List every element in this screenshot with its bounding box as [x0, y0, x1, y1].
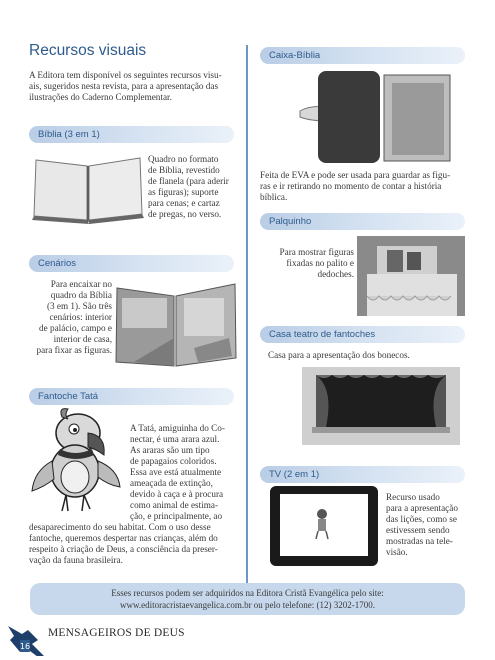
purchase-info-line: www.editoracristaevangelica.com.br ou pelo telefone: (12) 3202-1700. [119, 600, 376, 610]
text-line: respeito à criação de Deus, a consciência da preser- [29, 544, 218, 554]
text-line: dedoches. [317, 269, 354, 279]
text-line: bíblica. [260, 192, 288, 202]
casa-description [268, 350, 468, 361]
text-line: desaparecimento do seu habitat. Com o uso desse [29, 522, 211, 532]
text-line: de flanela (para aderir [148, 176, 229, 186]
text-line: visão. [386, 547, 408, 557]
text-line: As araras são um tipo [130, 445, 210, 455]
text-line: (3 em 1). São três [46, 301, 112, 311]
purchase-info-box [30, 583, 465, 615]
text-line: Casa para a apresentação dos bonecos. [268, 350, 410, 360]
section-header-fantoche: Fantoche Tatá [29, 388, 234, 405]
text-line: ras e ir retirando no momento de contar a história [260, 181, 442, 191]
text-line: como animal de estima- [130, 500, 219, 510]
bible-box-image [298, 67, 454, 167]
intro-line: A Editora tem disponível os seguintes recursos visu- [29, 70, 222, 80]
text-line: quadro da Bíblia [50, 290, 112, 300]
section-header-palquinho: Palquinho [260, 213, 465, 230]
text-line: Quadro no formato [148, 154, 219, 164]
text-line: Recurso usado [386, 492, 440, 502]
purchase-info-line: Esses recursos podem ser adquiridos na Editora Cristã Evangélica pelo site: [111, 588, 384, 598]
tv-description [386, 492, 474, 558]
caixa-description [260, 170, 470, 203]
text-line: Para encaixar no [50, 279, 112, 289]
text-line: as figuras); suporte [148, 187, 219, 197]
intro-text [29, 70, 239, 103]
text-line: de Bíblia, revestido [148, 165, 220, 175]
column-divider [246, 45, 248, 585]
section-header-cenarios: Cenários [29, 255, 234, 272]
text-line: de papagaios coloridos. [130, 456, 217, 466]
page-title: Recursos visuais [29, 42, 147, 59]
tv-image [268, 484, 380, 568]
biblia-description [148, 154, 240, 220]
section-header-tv: TV (2 em 1) [260, 466, 465, 483]
section-header-casa: Casa teatro de fantoches [260, 326, 465, 343]
text-line: ameaçada de extinção, [130, 478, 213, 488]
fantoche-description-short [130, 423, 242, 522]
intro-line: ilustrações do Caderno Complementar. [29, 92, 172, 102]
dove-logo-icon [6, 618, 50, 656]
puppet-stage-image [357, 236, 465, 316]
scenery-image [114, 278, 238, 370]
text-line: para fixar as figuras. [36, 345, 112, 355]
section-header-biblia: Bíblia (3 em 1) [29, 126, 234, 143]
text-line: A Tatá, amiguinha do Co- [130, 423, 225, 433]
text-line: estivessem sendo [386, 525, 450, 535]
text-line: das lições, como se [386, 514, 457, 524]
text-line: interior de casa, [53, 334, 112, 344]
text-line: mostradas na tele- [386, 536, 453, 546]
text-line: para cenas; e cartaz [148, 198, 220, 208]
text-line: ção, e principalmente, ao [130, 511, 223, 521]
brand-name: MENSAGEIROS DE DEUS [48, 627, 185, 639]
text-line: nectar, é uma arara azul. [130, 434, 220, 444]
text-line: Feita de EVA e pode ser usada para guardar as figu- [260, 170, 451, 180]
puppet-theater-image [302, 367, 460, 445]
text-line: Essa ave está atualmente [130, 467, 222, 477]
cenarios-description [27, 279, 112, 356]
fantoche-description-full [29, 522, 243, 566]
page-number: 16 [19, 642, 31, 651]
intro-line: ais, sugeridos nesta revista, para a apresentação das [29, 81, 219, 91]
text-line: fantoche, queremos despertar nas crianças, além do [29, 533, 218, 543]
palquinho-description [262, 247, 354, 280]
text-line: para a apresentação [386, 503, 458, 513]
bible-board-image [32, 150, 144, 225]
text-line: fixadas no palito e [286, 258, 354, 268]
text-line: de pregas, no verso. [148, 209, 222, 219]
parrot-puppet-image [30, 405, 126, 517]
text-line: de palácio, campo e [39, 323, 112, 333]
section-header-caixa: Caixa-Bíblia [260, 47, 465, 64]
text-line: vação da fauna brasileira. [29, 555, 123, 565]
text-line: devido à caça e à procura [130, 489, 224, 499]
text-line: Para mostrar figuras [279, 247, 354, 257]
text-line: cenários: interior [49, 312, 112, 322]
